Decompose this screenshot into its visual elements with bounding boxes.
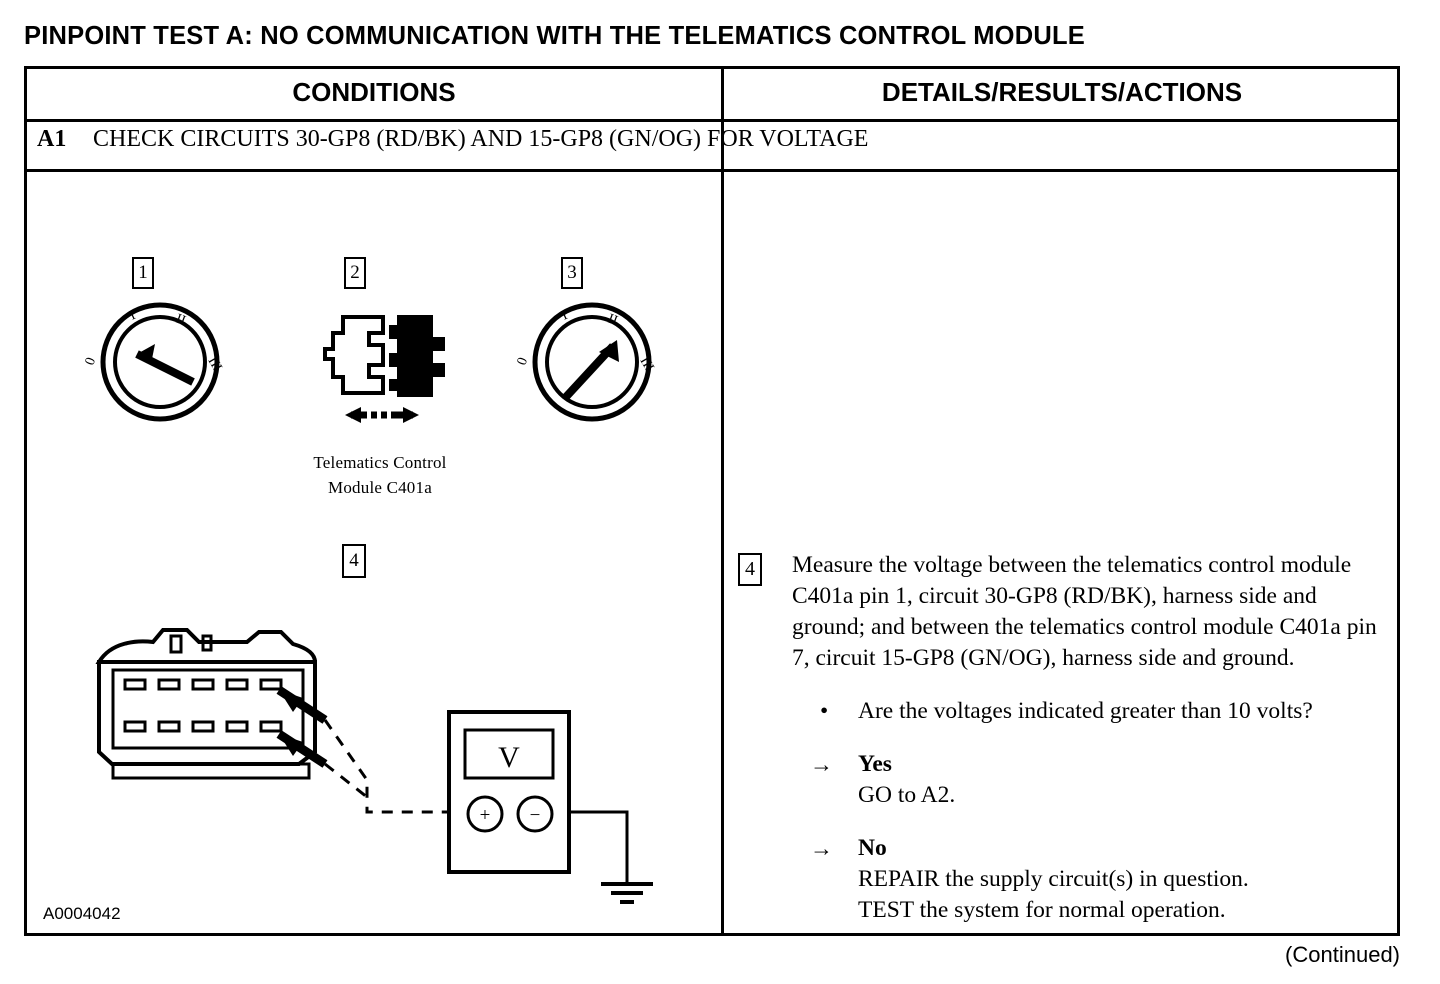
connector-meter-schematic [67, 612, 687, 942]
callout-3: 3 [561, 257, 583, 289]
ignition-switch-off-icon [75, 302, 245, 422]
svg-text:V: V [498, 741, 520, 774]
answer-no-line-2: TEST the system for normal operation. [858, 897, 1226, 923]
svg-text:III: III [204, 354, 225, 375]
answer-no-line-1: REPAIR the supply circuit(s) in question. [858, 866, 1249, 892]
svg-text:0: 0 [514, 355, 532, 368]
connector-caption [260, 450, 500, 500]
svg-text:0: 0 [82, 355, 100, 368]
art-code: A0004042 [43, 904, 121, 923]
callout-4: 4 [342, 544, 366, 578]
answer-yes [792, 749, 1390, 811]
measure-instruction: Measure the voltage between the telematics control module C401a pin 1, circuit 30-GP8 (RD/BK), harness side and ground; and between the telematics control module C401a pin 7, circuit 15-GP8 (GN/OG), harness side and ground. [792, 552, 1377, 671]
connector-caption-line1: Telematics Control [313, 453, 447, 472]
answer-yes-label: Yes [858, 751, 892, 777]
svg-text:I: I [127, 308, 138, 324]
answer-no-label: No [858, 835, 887, 861]
question-text: Are the voltages indicated greater than 10 volts? [858, 698, 1313, 724]
page-title: PINPOINT TEST A: NO COMMUNICATION WITH THE TELEMATICS CONTROL MODULE [24, 22, 1085, 50]
column-header-conditions: CONDITIONS [292, 77, 456, 107]
step-id: A1 [37, 126, 67, 152]
bullet-icon: • [820, 698, 829, 724]
answer-yes-line-1: GO to A2. [858, 782, 956, 808]
svg-text:II: II [173, 311, 188, 329]
connector-caption-line2: Module C401a [328, 478, 432, 497]
answer-no [792, 833, 1390, 926]
svg-text:III: III [636, 354, 657, 375]
column-header-details: DETAILS/RESULTS/ACTIONS [881, 77, 1243, 107]
conditions-illustration-pane [27, 172, 721, 936]
question-bullet [792, 696, 1390, 727]
test-table [24, 66, 1400, 936]
callout-1: 1 [132, 257, 154, 289]
details-results-actions-pane [724, 172, 1400, 936]
svg-text:II: II [605, 311, 620, 329]
svg-text:I: I [559, 308, 570, 324]
connector-disconnect-icon [305, 297, 455, 437]
svg-text:+: + [479, 805, 491, 826]
svg-text:−: − [529, 805, 541, 826]
ignition-switch-on-icon [507, 302, 677, 422]
header-divider [27, 119, 1397, 122]
instruction-callout-4: 4 [738, 553, 762, 586]
step-description: CHECK CIRCUITS 30-GP8 (RD/BK) AND 15-GP8 (GN/OG) FOR VOLTAGE [93, 126, 869, 152]
continued-label: (Continued) [1285, 942, 1400, 967]
instruction-block [792, 550, 1390, 926]
arrow-icon-no: → [810, 836, 833, 861]
arrow-icon-yes: → [810, 752, 833, 777]
callout-2: 2 [344, 257, 366, 289]
